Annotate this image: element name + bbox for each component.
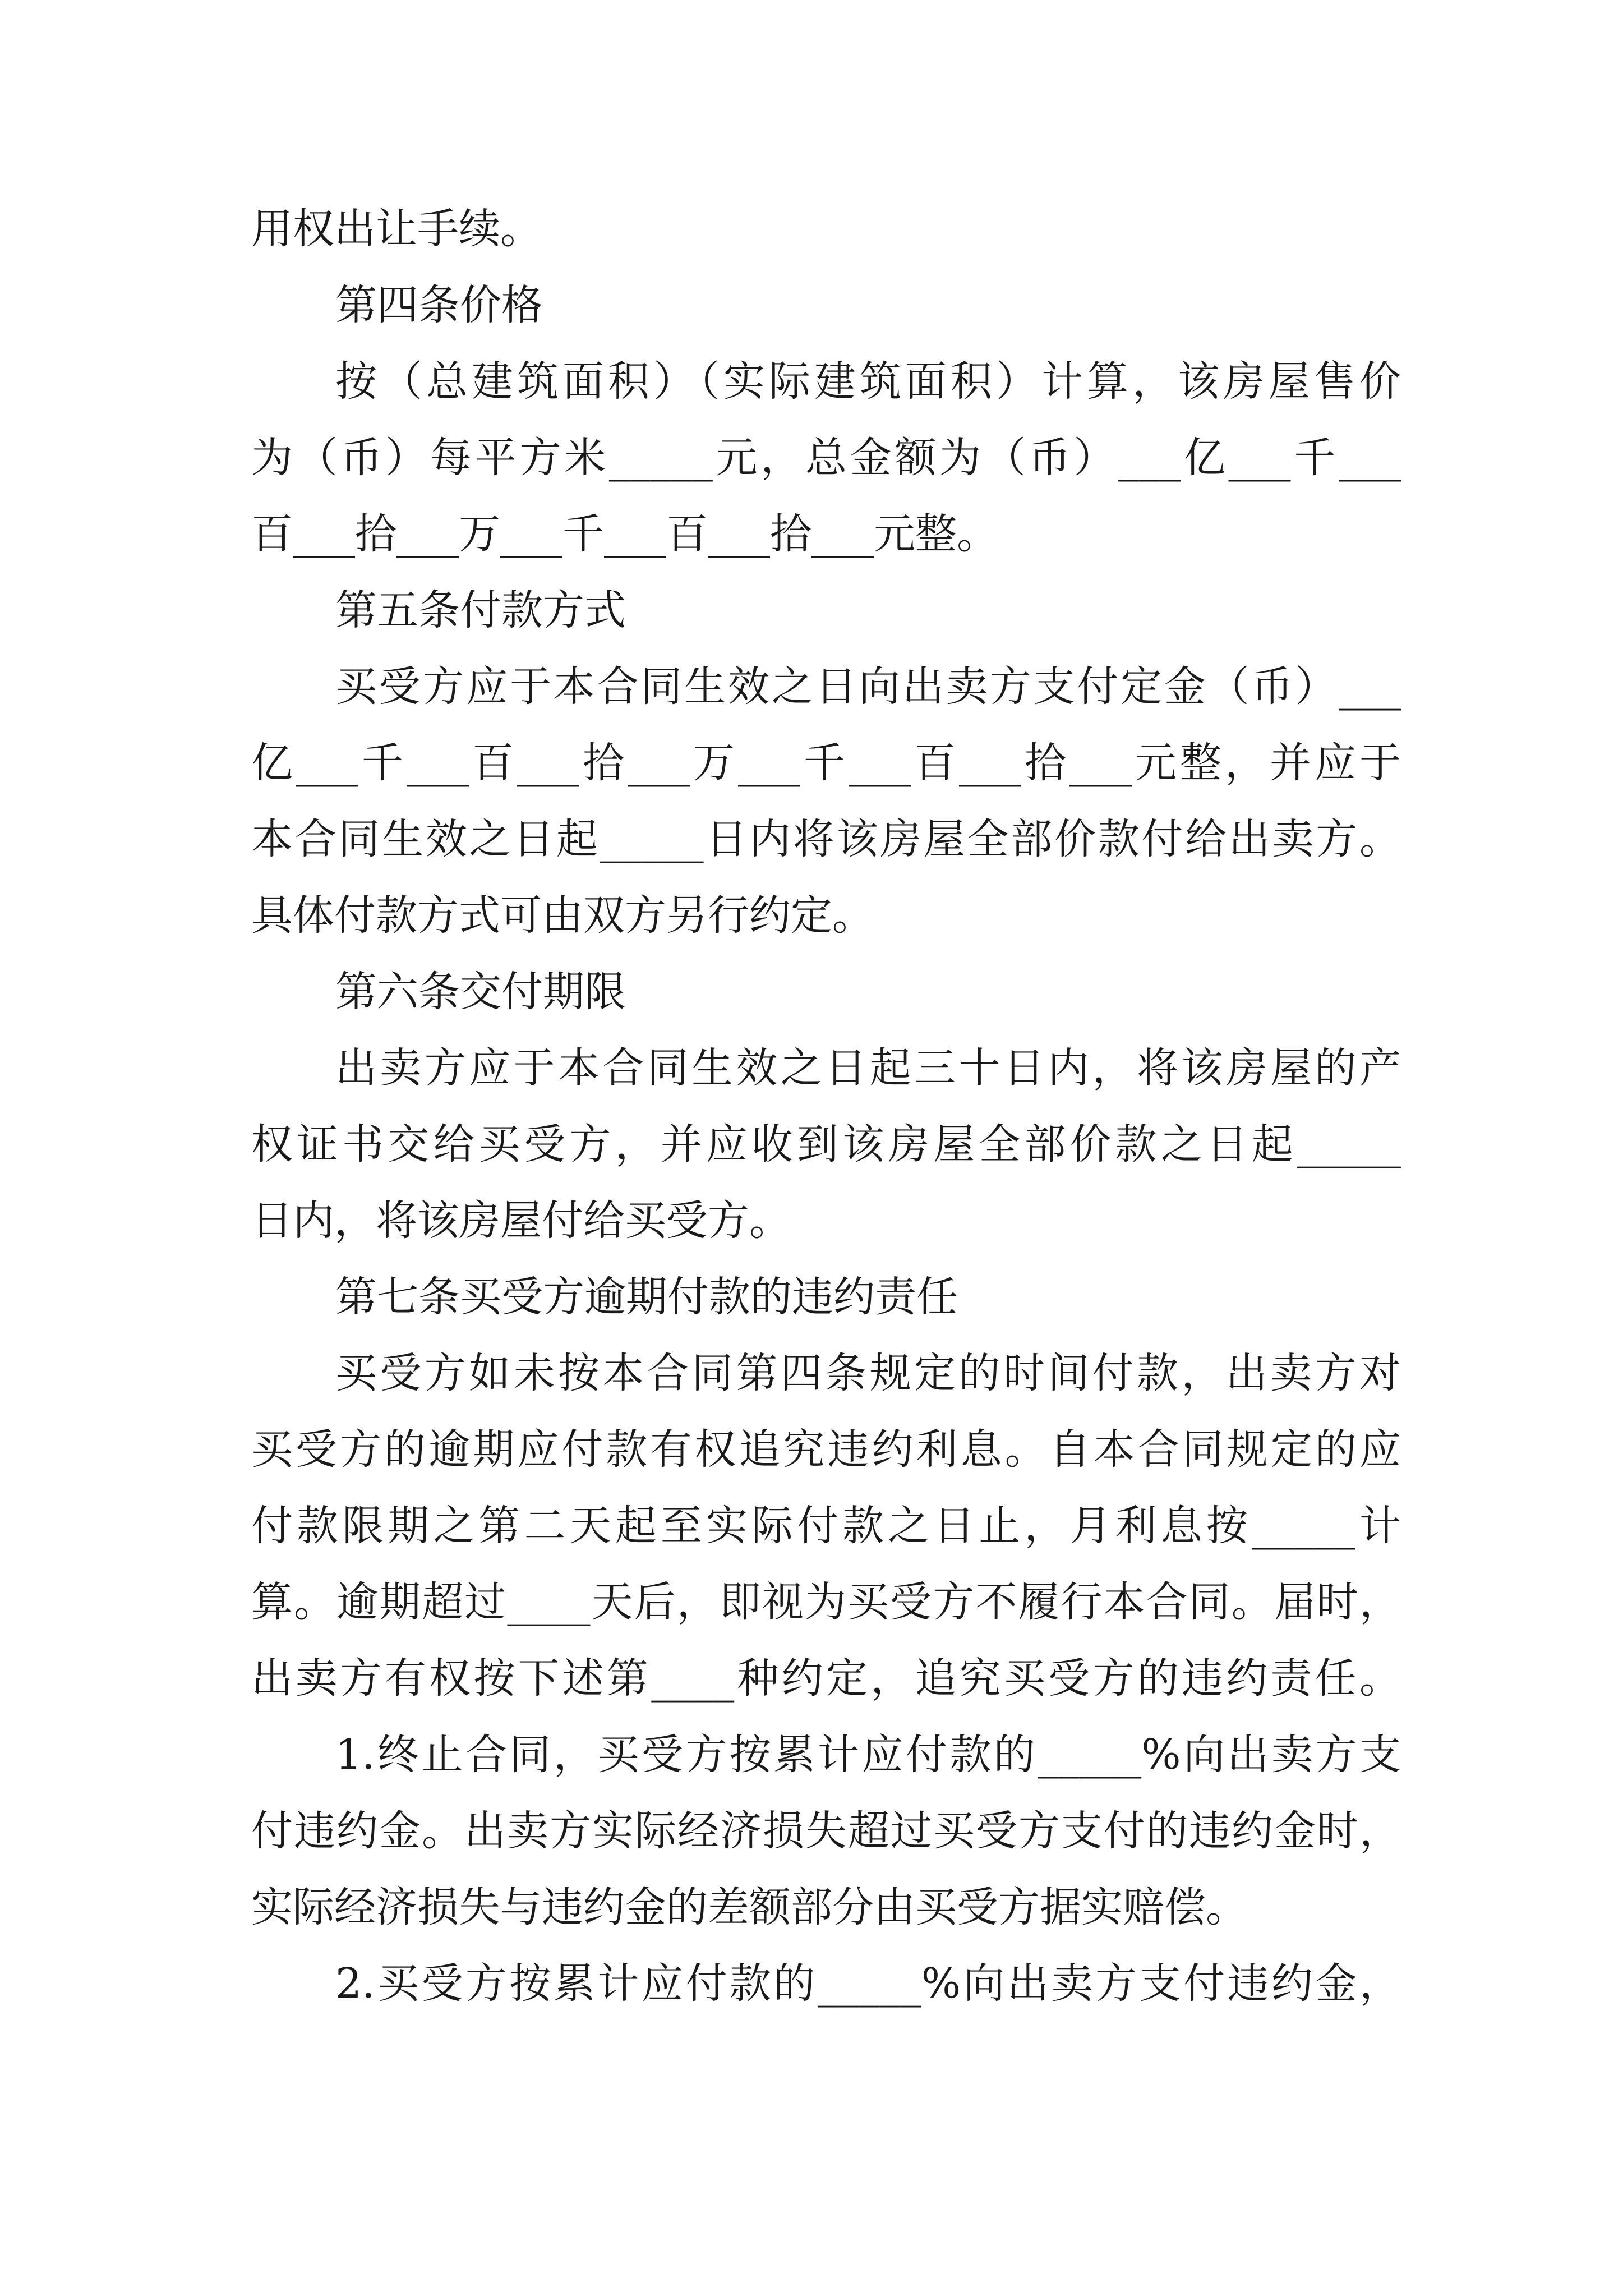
text-line-13: 权证书交给买受方，并应收到该房屋全部价款之日起_____ (251, 1120, 1401, 1168)
article-4-heading: 第四条价格 (335, 281, 543, 329)
text-line-19: 算。逾期超过____天后，即视为买受方不履行本合同。届时， (251, 1578, 1401, 1626)
clause-1-line: 1.终止合同，买受方按累计应付款的_____%向出卖方支 (335, 1731, 1401, 1779)
text-line-8: 亿___千___百___拾___万___千___百___拾___元整，并应于 (251, 739, 1401, 787)
text-line-1: 用权出让手续。 (251, 205, 542, 253)
contract-text-body (251, 191, 1401, 2022)
text-line-17: 买受方的逾期应付款有权追究违约利息。自本合同规定的应 (251, 1425, 1401, 1474)
article-7-heading: 第七条买受方逾期付款的违约责任 (335, 1273, 958, 1321)
text-line-12: 出卖方应于本合同生效之日起三十日内，将该房屋的产 (335, 1044, 1401, 1092)
text-line-7: 买受方应于本合同生效之日向出卖方支付定金（币）___ (335, 662, 1401, 711)
text-line-3: 按（总建筑面积）（实际建筑面积）计算，该房屋售价 (335, 357, 1401, 406)
text-line-22: 付违约金。出卖方实际经济损失超过买受方支付的违约金时， (251, 1807, 1401, 1855)
text-line-14: 日内，将该房屋付给买受方。 (251, 1197, 791, 1245)
text-line-4: 为（币）每平方米_____元，总金额为（币）___亿___千___ (251, 434, 1401, 482)
text-line-5: 百___拾___万___千___百___拾___元整。 (251, 510, 998, 558)
article-6-heading: 第六条交付期限 (335, 968, 626, 1016)
text-line-9: 本合同生效之日起_____日内将该房屋全部价款付给出卖方。 (251, 815, 1401, 863)
clause-2-line: 2.买受方按累计应付款的_____%向出卖方支付违约金， (335, 1959, 1401, 2008)
text-line-10: 具体付款方式可由双方另行约定。 (251, 891, 874, 940)
text-line-23: 实际经济损失与违约金的差额部分由买受方据实赔偿。 (251, 1883, 1247, 1931)
text-line-16: 买受方如未按本合同第四条规定的时间付款，出卖方对 (335, 1349, 1401, 1397)
text-line-20: 出卖方有权按下述第____种约定，追究买受方的违约责任。 (251, 1654, 1401, 1703)
article-5-heading: 第五条付款方式 (335, 586, 626, 634)
text-line-18: 付款限期之第二天起至实际付款之日止，月利息按_____计 (251, 1502, 1401, 1550)
